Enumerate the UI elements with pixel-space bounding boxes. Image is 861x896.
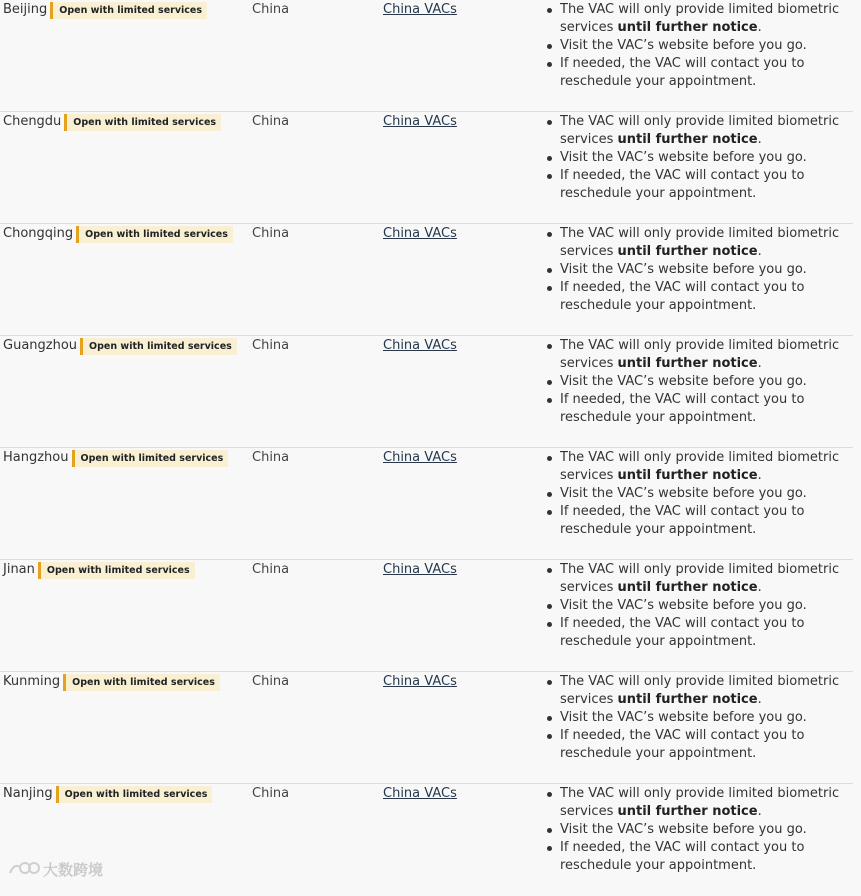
country-cell: China (252, 450, 290, 465)
table-row (0, 0, 853, 112)
note-reschedule: If needed, the VAC will contact you to reschedule your appointment. (560, 167, 845, 203)
notes-list (543, 673, 845, 763)
status-badge: Open with limited services (76, 226, 233, 243)
note-text: The VAC will only provide limited biometric services (560, 674, 840, 707)
note-biometric (560, 561, 845, 597)
notes-list (543, 785, 845, 875)
note-biometric (560, 1, 845, 37)
note-text: . (757, 244, 762, 259)
city-name: Beijing (3, 2, 48, 17)
city-name: Jinan (3, 562, 35, 577)
table-row (0, 784, 853, 896)
note-emphasis: until further notice (617, 804, 758, 819)
notes-list (543, 1, 845, 91)
city-name: Guangzhou (3, 338, 78, 353)
note-text: . (757, 580, 762, 595)
note-reschedule: If needed, the VAC will contact you to reschedule your appointment. (560, 503, 845, 539)
note-reschedule: If needed, the VAC will contact you to reschedule your appointment. (560, 391, 845, 427)
note-biometric (560, 785, 845, 821)
note-biometric (560, 449, 845, 485)
note-text: . (757, 356, 762, 371)
note-reschedule: If needed, the VAC will contact you to reschedule your appointment. (560, 727, 845, 763)
note-text: The VAC will only provide limited biometric services (560, 226, 840, 259)
china-vacs-link[interactable]: China VACs (383, 450, 457, 465)
table-row (0, 672, 853, 784)
city-cell (3, 337, 237, 355)
china-vacs-link[interactable]: China VACs (383, 114, 457, 129)
china-vacs-link[interactable]: China VACs (383, 674, 457, 689)
china-vacs-link[interactable]: China VACs (383, 562, 457, 577)
country-cell: China (252, 338, 290, 353)
country-cell: China (252, 674, 290, 689)
note-reschedule: If needed, the VAC will contact you to reschedule your appointment. (560, 615, 845, 651)
country-cell: China (252, 226, 290, 241)
status-badge: Open with limited services (38, 562, 195, 579)
notes-list (543, 449, 845, 539)
city-name: Chongqing (3, 226, 74, 241)
note-text: . (757, 468, 762, 483)
note-emphasis: until further notice (617, 244, 758, 259)
country-cell: China (252, 114, 290, 129)
note-text: . (757, 132, 762, 147)
note-text: The VAC will only provide limited biometric services (560, 562, 840, 595)
status-badge: Open with limited services (50, 2, 207, 19)
note-reschedule: If needed, the VAC will contact you to reschedule your appointment. (560, 55, 845, 91)
note-website: Visit the VAC’s website before you go. (560, 149, 845, 167)
note-text: . (757, 804, 762, 819)
watermark (8, 858, 103, 880)
table-row (0, 336, 853, 448)
note-website: Visit the VAC’s website before you go. (560, 485, 845, 503)
notes-list (543, 225, 845, 315)
table-row (0, 224, 853, 336)
note-text: The VAC will only provide limited biometric services (560, 338, 840, 371)
city-cell (3, 673, 220, 691)
notes-list (543, 337, 845, 427)
city-cell (3, 1, 207, 19)
status-badge: Open with limited services (80, 338, 237, 355)
china-vacs-link[interactable]: China VACs (383, 226, 457, 241)
china-vacs-link[interactable]: China VACs (383, 786, 457, 801)
table-row (0, 112, 853, 224)
watermark-logo-icon (8, 858, 40, 880)
note-emphasis: until further notice (617, 580, 758, 595)
note-reschedule: If needed, the VAC will contact you to reschedule your appointment. (560, 839, 845, 875)
note-website: Visit the VAC’s website before you go. (560, 261, 845, 279)
note-text: The VAC will only provide limited biometric services (560, 114, 840, 147)
status-badge: Open with limited services (63, 674, 220, 691)
country-cell: China (252, 786, 290, 801)
note-emphasis: until further notice (617, 692, 758, 707)
watermark-text: 大数跨境 (43, 860, 104, 879)
note-reschedule: If needed, the VAC will contact you to reschedule your appointment. (560, 279, 845, 315)
note-biometric (560, 337, 845, 373)
note-website: Visit the VAC’s website before you go. (560, 821, 845, 839)
status-badge: Open with limited services (56, 786, 213, 803)
note-text: The VAC will only provide limited biometric services (560, 786, 840, 819)
note-biometric (560, 225, 845, 261)
china-vacs-link[interactable]: China VACs (383, 338, 457, 353)
status-badge: Open with limited services (64, 114, 221, 131)
country-cell: China (252, 562, 290, 577)
note-text: The VAC will only provide limited biometric services (560, 450, 840, 483)
city-cell (3, 785, 212, 803)
table-row (0, 560, 853, 672)
city-name: Kunming (3, 674, 61, 689)
city-name: Nanjing (3, 786, 53, 801)
note-text: The VAC will only provide limited biometric services (560, 2, 840, 35)
china-vacs-link[interactable]: China VACs (383, 2, 457, 17)
note-biometric (560, 673, 845, 709)
note-website: Visit the VAC’s website before you go. (560, 37, 845, 55)
city-cell (3, 113, 221, 131)
country-cell: China (252, 2, 290, 17)
city-cell (3, 449, 228, 467)
note-emphasis: until further notice (617, 468, 758, 483)
city-name: Chengdu (3, 114, 62, 129)
city-cell (3, 561, 195, 579)
note-emphasis: until further notice (617, 132, 758, 147)
note-website: Visit the VAC’s website before you go. (560, 373, 845, 391)
note-emphasis: until further notice (617, 20, 758, 35)
note-biometric (560, 113, 845, 149)
city-name: Hangzhou (3, 450, 69, 465)
note-emphasis: until further notice (617, 356, 758, 371)
note-website: Visit the VAC’s website before you go. (560, 709, 845, 727)
note-text: . (757, 692, 762, 707)
notes-list (543, 113, 845, 203)
notes-list (543, 561, 845, 651)
table-row (0, 448, 853, 560)
city-cell (3, 225, 233, 243)
note-website: Visit the VAC’s website before you go. (560, 597, 845, 615)
note-text: . (757, 20, 762, 35)
status-badge: Open with limited services (72, 450, 229, 467)
